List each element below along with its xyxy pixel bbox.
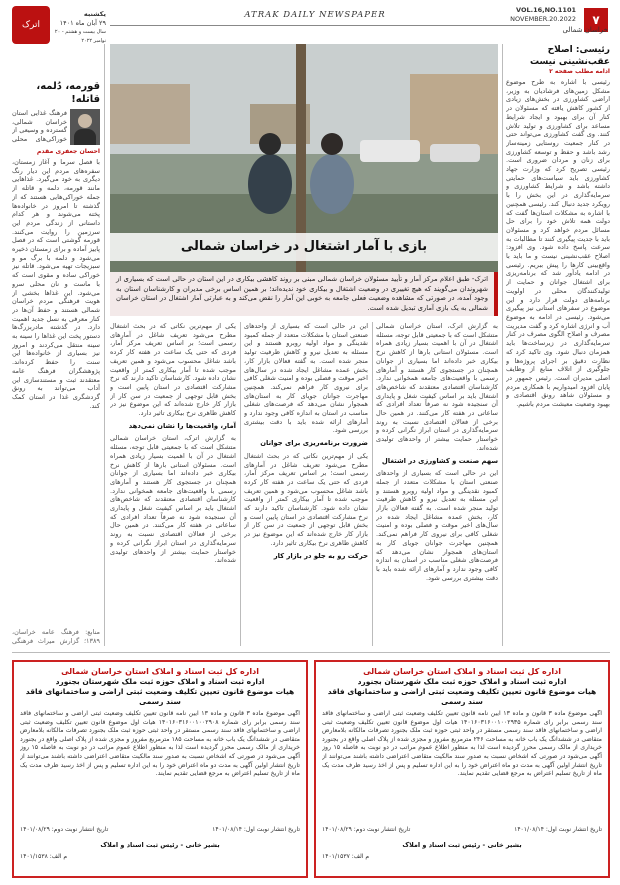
left-column-intro-row — [12, 109, 100, 145]
avatar-face — [78, 114, 92, 128]
issue-date — [54, 10, 106, 46]
main-column-1-text: به گزارش اترک، استان خراسان شمالی متشکل است که با جمعیتی قابل توجه، مسئله اشتغال در آن با اهمیت بسیار زیادی همراه است. مسئولان استانی بارها از کاهش نرخ بیکاری خبر داده‌اند اما بسیاری از جوانان همچنان در جستجوی کار هستند و آمارهای رسمی با واقعیت‌های جامعه همخوانی ندارد. کارشناسان اقتصادی معتقدند که شاخص‌های اشتغال باید بر اساس کیفیت شغل و پایداری آن سنجیده شود نه صرفاً تعداد افرادی که ساعاتی در هفته کار می‌کنند. در همین حال برخی از فعالان اقتصادی نسبت به روند سرمایه‌گذاری در استان ابراز نگرانی کرده و خواستار حمایت بیشتر از واحدهای تولیدی شده‌اند. — [376, 322, 498, 452]
main-column-3-text-b: به گزارش اترک، استان خراسان شمالی متشکل است که با جمعیتی قابل توجه، مسئله اشتغال در آن با اهمیت بسیار زیادی همراه است. مسئولان استانی بارها از کاهش نرخ بیکاری خبر داده‌اند اما بسیاری از جوانان همچنان در جستجوی کار هستند و آمارهای رسمی با واقعیت‌های جامعه همخوانی ندارد. کارشناسان اقتصادی معتقدند که شاخص‌های اشتغال باید بر اساس کیفیت شغل و پایداری آن سنجیده شود نه صرفاً تعداد افرادی که ساعاتی در هفته کار می‌کنند. در همین حال برخی از فعالان اقتصادی نسبت به روند سرمایه‌گذاری در استان ابراز نگرانی کرده و خواستار حمایت بیشتر از واحدهای تولیدی شده‌اند. — [110, 434, 236, 565]
ad-title: اداره کل ثبت اسناد و املاک استان خراسان شمالی — [61, 667, 259, 676]
avatar-body — [74, 129, 96, 145]
ad-title: اداره کل ثبت اسناد و املاک استان خراسان شمالی — [363, 667, 561, 676]
main-column-3 — [110, 322, 236, 646]
ad-subtitle-1: اداره ثبت اسناد و املاک حوزه ثبت ملک شهرستان بجنورد — [55, 677, 265, 686]
ad-subtitle-2: هیات موضوع قانون تعیین تکلیف وضعیت ثبتی اراضی و ساختمانهای فاقد سند رسمی — [327, 687, 597, 706]
legal-notice-right — [314, 660, 610, 878]
main-subhead-3: حرکت رو به جلو در بازار کار — [273, 551, 368, 560]
ad-signer: بشیر خانی - رئیس ثبت اسناد و املاک — [402, 841, 522, 849]
main-subhead-2: ضرورت برنامه‌ریزی برای جوانان — [260, 439, 368, 448]
main-column-1-text-b: این در حالی است که بسیاری از واحدهای صنعتی استان با مشکلات متعدد از جمله کمبود نقدینگی و مواد اولیه روبرو هستند و این مسئله به تعدیل نیرو و کاهش ظرفیت تولید منجر شده است. به گفته فعالان بازار کار، بخش عمده مشاغل ایجاد شده در سال‌های اخیر موقت و فصلی بوده و امنیت شغلی کافی برای نیروی کار فراهم نمی‌کند. همچنین مهاجرت جوانان جویای کار به استان‌های همجوار نشان می‌دهد که فرصت‌های شغلی مناسب در استان به اندازه کافی وجود ندارد و آمارهای ارائه شده باید با دقت بیشتری بررسی شود. — [376, 469, 498, 582]
left-column — [12, 80, 100, 646]
main-subhead-4: آمار، واقعیت‌ها را نشان نمی‌دهد — [128, 421, 236, 430]
right-column — [506, 44, 610, 646]
right-column-body: رئیسی با اشاره به طرح موضوع مشکل زمین‌های فرشادیان به وزیر، اراضی کشاورزی در بخش‌های زیادی از کشور کاهش یافته که مسئولان در کنار آن برای بهبود و ایجاد شرایط مساعد برای کشاورزی و تولید تلاش کنند. وی گفت کشاورزی می‌تواند حتی در کنار جمعیت روستایی زمینه‌ساز رشد باشد و حفظ و توسعه کشاورزی برای زنان و مردان ضروری است. رئیسی تصریح کرد که وزارت جهاد کشاورزی باید سیاست‌های حمایتی داشته باشد و شرایط کشاورزی و سرمایه‌گذاری در این بخش را با رویکرد جدید دنبال کند. رئیسی همچنین با اشاره به مشکلات استان‌ها گفت که دولت همه تلاش خود را برای حل مسائل مردم خواهد کرد و مسئولان باید با جدیت پیگیری کنند تا مطالبات به سرعت پاسخ داده شود. وی افزود: اصلاح عقب‌نشینی نیست و ما باید با واقع‌بینی کارها را پیش ببریم. رئیسی در ادامه یادآور شد که برنامه‌ریزی برای اشتغال جوانان و حمایت از تولیدکنندگان محلی در اولویت برنامه‌های دولت قرار دارد و این موضوع در سفرهای استانی نیز پیگیری می‌شود. رئیسی در ادامه به موضوع آب و انرژی اشاره کرد و گفت مدیریت مصرف و اصلاح الگوی مصرف در کنار سرمایه‌گذاری در زیرساخت‌ها باید همزمان دنبال شود. وی تاکید کرد که نظارت دقیق بر اجرای پروژه‌ها و جلوگیری از اتلاف منابع از وظایف اصلی مدیران است. رئیس جمهور در پایان افزود امیدواریم با همکاری مردم و مسئولان شاهد رونق اقتصادی و بهبود وضعیت معیشت مردم باشیم. — [506, 78, 610, 409]
page-number: ۷ — [584, 8, 608, 32]
volume-info — [506, 6, 576, 24]
left-column-body: با فصل سرما و آغاز زمستان، سفره‌های مردم این دیار رنگ دیگری به خود می‌گیرد. غذاهایی مانند قورمه، دلمه و قاتله از جمله خوراکی‌هایی هستند که از گذشته تا امروز در خانواده‌ها پخته می‌شوند و هر کدام داستانی از زندگی مردم این سرزمین را روایت می‌کنند. قورمه گوشتی است که در فصل پاییز آماده و برای زمستان ذخیره می‌شود و دلمه با برگ مو و سبزیجات تهیه می‌شود. قاتله نیز خوراکی ساده و مقوی است که با ماست و نان محلی سرو می‌شود. این غذاها بخشی از هویت فرهنگی مردم خراسان شمالی هستند و حفظ آن‌ها در کنار معرفی به نسل جدید اهمیت دارد. در گذشته مادربزرگ‌ها دستور پخت این غذاها را سینه به سینه منتقل می‌کردند و امروز نیز بسیاری از خانواده‌ها این سنت را حفظ کرده‌اند. پژوهشگران فرهنگ عامه معتقدند ثبت و مستندسازی این آداب می‌تواند به رونق گردشگری غذا در استان کمک کند. — [12, 158, 100, 410]
column-divider — [240, 322, 241, 646]
column-divider — [372, 322, 373, 646]
date-other: سال بیست و هشتم - ۲۰ نوامبر ۲۰۲۲ — [54, 29, 106, 44]
right-column-title: رئیسی: اصلاح عقب‌نشینی نیست — [529, 45, 610, 67]
masthead-rule — [110, 25, 550, 26]
masthead: ATRAK DAILY NEWSPAPER — [244, 10, 386, 20]
legal-notice-left — [12, 660, 308, 878]
left-column-author: احسان جعفری مقدم — [36, 148, 100, 155]
left-column-refs: منابع: فرهنگ عامه خراسان، ۱۳۸۹؛ گزارش میراث فرهنگی — [12, 628, 100, 645]
main-headline: بازی با آمار اشتغال در خراسان شمالی — [110, 233, 498, 261]
volume-number: VOL.16,NO.1101 — [516, 6, 576, 14]
english-date: NOVEMBER.20.2022 — [510, 15, 576, 23]
ad-date-1: تاریخ انتشار نوبت اول: ۱۴۰۱/۰۸/۱۴ — [212, 826, 300, 833]
ad-subtitle-2: هیات موضوع قانون تعیین تکلیف وضعیت ثبتی اراضی و ساختمانهای فاقد سند رسمی — [25, 687, 295, 706]
date-day: یکشنبه — [83, 10, 106, 18]
ad-date-2: تاریخ انتشار نوبت دوم: ۱۴۰۱/۰۸/۲۹ — [20, 826, 109, 833]
ad-subtitle-1: اداره ثبت اسناد و املاک حوزه ثبت ملک شهرستان بجنورد — [357, 677, 567, 686]
date-persian: ۲۹ آبان ماه ۱۴۰۱ — [59, 19, 106, 27]
main-column-2-text: این در حالی است که بسیاری از واحدهای صنعتی استان با مشکلات متعدد از جمله کمبود نقدینگی و مواد اولیه روبرو هستند و این مسئله به تعدیل نیرو و کاهش ظرفیت تولید منجر شده است. به گفته فعالان بازار کار، بخش عمده مشاغل ایجاد شده در سال‌های اخیر موقت و فصلی بوده و امنیت شغلی کافی برای نیروی کار فراهم نمی‌کند. همچنین مهاجرت جوانان جویای کار به استان‌های همجوار نشان می‌دهد که فرصت‌های شغلی مناسب در استان به اندازه کافی وجود ندارد و آمارهای ارائه شده باید با دقت بیشتری بررسی شود. — [244, 322, 368, 435]
newspaper-logo: اترک — [12, 6, 50, 44]
ad-date-1: تاریخ انتشار نوبت اول: ۱۴۰۱/۰۸/۱۴ — [514, 826, 602, 833]
ad-signer: بشیر خانی - رئیس ثبت اسناد و املاک — [100, 841, 220, 849]
main-column-3-text: یکی از مهم‌ترین نکاتی که در بحث اشتغال مطرح می‌شود تعریف شاغل در آمارهای رسمی است؛ بر اساس تعریف مرکز آمار، فردی که حتی یک ساعت در هفته کار کرده باشد شاغل محسوب می‌شود و همین تعریف موجب شده تا آمار بیکاری کمتر از واقعیت نشان داده شود. کارشناسان تاکید دارند که نرخ مشارکت اقتصادی در استان پایین است و بخش قابل توجهی از جمعیت در سن کار از بازار کار خارج شده‌اند که این موضوع نیز در کاهش ظاهری نرخ بیکاری تاثیر دارد. — [110, 322, 236, 418]
main-column-1 — [376, 322, 498, 646]
main-column-2 — [244, 322, 368, 646]
left-column-intro: فرهنگ غذایی استان خراسان شمالی، گسترده و وسیعی از خوراکی‌های محلی — [12, 109, 67, 144]
ad-dates — [322, 826, 602, 833]
right-column-kicker: ادامه مطلب صفحه ۲ — [549, 68, 610, 75]
ads-separator — [12, 652, 610, 653]
ad-code: م الف: ۱۴۰۱/۱۵۳۸ — [20, 853, 68, 860]
ad-dates — [20, 826, 300, 833]
main-column-2-text-b: یکی از مهم‌ترین نکاتی که در بحث اشتغال مطرح می‌شود تعریف شاغل در آمارهای رسمی است؛ بر اساس تعریف مرکز آمار، فردی که حتی یک ساعت در هفته کار کرده باشد شاغل محسوب می‌شود و همین تعریف موجب شده تا آمار بیکاری کمتر از واقعیت نشان داده شود. کارشناسان تاکید دارند که نرخ مشارکت اقتصادی در استان پایین است و بخش قابل توجهی از جمعیت در سن کار از بازار کار خارج شده‌اند که این موضوع نیز در کاهش ظاهری نرخ بیکاری تاثیر دارد. — [244, 451, 368, 547]
main-subhead-1: سهم صنعت و کشاورزی در اشتغال — [381, 456, 498, 465]
section-name: خراسان شمالی — [562, 26, 608, 34]
author-avatar — [70, 109, 100, 145]
column-divider — [104, 44, 105, 646]
ad-body: آگهی موضوع ماده ۳ قانون و ماده ۱۳ آیین نامه قانون تعیین تکلیف وضعیت ثبتی اراضی و ساختمانهای فاقد سند رسمی برابر رای شماره ۱۴۰۱۶۰۳۱۶۰۰۱۰۰۲۹۳۵ هیات اول موضوع قانون تعیین تکلیف وضعیت ثبتی اراضی و ساختمانهای فاقد سند رسمی مستقر در واحد ثبتی حوزه ثبت ملک بجنورد تصرفات مالکانه بلامعارض متقاضی در ششدانگ یک باب خانه به مساحت ۲۴۶ مترمربع مفروز و مجزی شده از پلاک اصلی واقع در بجنورد خریداری از مالک رسمی محرز گردیده است لذا به منظور اطلاع عموم مراتب در دو نوبت به فاصله ۱۵ روز آگهی می‌شود در صورتی که اشخاص نسبت به صدور سند مالکیت متقاضی اعتراضی داشته باشند می‌توانند از تاریخ انتشار اولین آگهی به مدت دو ماه اعتراض خود را به این اداره تسلیم و پس از اخذ رسید ظرف مدت یک ماه از تاریخ تسلیم اعتراض به مرجع قضایی تقدیم نمایند. — [322, 710, 602, 778]
main-lead: اترک- طبق اعلام مرکز آمار و تأیید مسئولان خراسان شمالی مبنی بر روند کاهشی بیکاری در این استان در حالی است که بسیاری از شهروندان می‌گویند که هیچ تغییری در وضعیت اشتغال و بیکاری خود ندیده‌اند؛ بر همین اساس برخی مدیران و کارشناسان استان به وجود آمده، در صورتی که مشاهده وضعیت فعلی جامعه به خوبی این آمار را نقض می‌کند و به عبارتی آمار اشتغال در استان خراسان شمالی به یک بازی آماری تبدیل شده است. — [110, 272, 498, 316]
column-divider — [502, 44, 503, 646]
ad-date-2: تاریخ انتشار نوبت دوم: ۱۴۰۱/۰۸/۲۹ — [322, 826, 411, 833]
left-column-title: قورمه، دُلمه، قاتله! — [36, 81, 100, 105]
ad-code: م الف: ۱۴۰۱/۱۵۳۷ — [322, 853, 370, 860]
ad-body: آگهی موضوع ماده ۳ قانون و ماده ۱۳ آیین نامه قانون تعیین تکلیف وضعیت ثبتی اراضی و ساختمانهای فاقد سند رسمی برابر رای شماره ۱۴۰۱۶۰۳۱۶۰۰۱۰۰۲۹۰۸ هیات اول موضوع قانون تعیین تکلیف وضعیت ثبتی اراضی و ساختمانهای فاقد سند رسمی مستقر در واحد ثبتی حوزه ثبت ملک بجنورد تصرفات مالکانه بلامعارض متقاضی در ششدانگ یک باب خانه به مساحت ۱۸۵ مترمربع مفروز و مجزی شده از پلاک اصلی واقع در بجنورد خریداری از مالک رسمی محرز گردیده است لذا به منظور اطلاع عموم مراتب در دو نوبت به فاصله ۱۵ روز آگهی می‌شود در صورتی که اشخاص نسبت به صدور سند مالکیت متقاضی اعتراضی داشته باشند می‌توانند از تاریخ انتشار اولین آگهی به مدت دو ماه اعتراض خود را به این اداره تسلیم و پس از اخذ رسید ظرف مدت یک ماه از تاریخ تسلیم اعتراض به مرجع قضایی تقدیم نمایند. — [20, 710, 300, 778]
